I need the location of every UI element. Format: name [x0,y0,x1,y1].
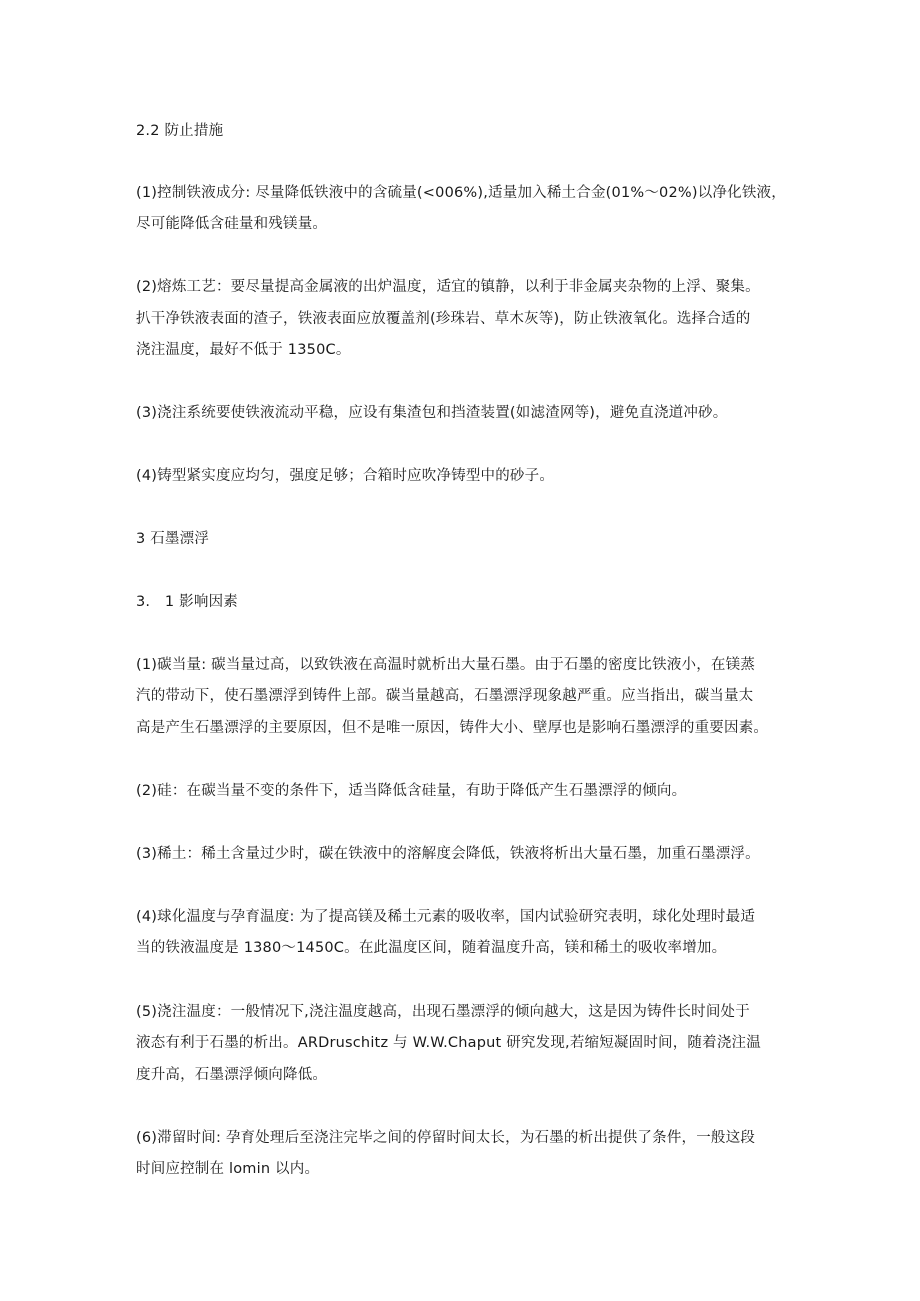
section-3-heading: 3 石墨漂浮 [136,531,210,547]
factor-4-line-1: (4)球化温度与孕育温度: 为了提高镁及稀土元素的吸收率，国内试验研究表明，球化处理时最适 [136,909,756,925]
measure-4-line-1: (4)铸型紧实度应均匀，强度足够；合箱时应吹净铸型中的砂子。 [136,468,555,484]
factor-5-line-1: (5)浇注温度：一般情况下,浇注温度越高，出现石墨漂浮的倾向越大，这是因为铸件长时间处于 [136,1004,750,1020]
factor-5-line-2: 液态有利于石墨的析出。ARDruschitz 与 W.W.Chaput 研究发现,若缩短凝固时间，随着浇注温 [136,1035,761,1051]
measure-2-line-3: 浇注温度，最好不低于 1350C。 [136,342,351,358]
measure-2-line-1: (2)熔炼工艺：要尽量提高金属液的出炉温度，适宜的镇静，以利于非金属夹杂物的上浮、聚集。 [136,279,760,295]
factor-3-line-1: (3)稀土：稀土含量过少时，碳在铁液中的溶解度会降低，铁液将析出大量石墨，加重石墨漂浮。 [136,846,760,862]
factor-2-line-1: (2)硅：在碳当量不变的条件下，适当降低含硅量，有助于降低产生石墨漂浮的倾向。 [136,783,687,799]
factor-1-line-1: (1)碳当量: 碳当量过高，以致铁液在高温时就析出大量石墨。由于石墨的密度比铁液小，在镁蒸 [136,657,756,673]
factor-1-line-3: 高是产生石墨漂浮的主要原因，但不是唯一原因，铸件大小、壁厚也是影响石墨漂浮的重要因素。 [136,720,769,736]
section-2-2-heading: 2.2 防止措施 [136,123,224,139]
factor-5-line-3: 度升高，石墨漂浮倾向降低。 [136,1067,328,1083]
measure-3-line-1: (3)浇注系统要使铁液流动平稳，应设有集渣包和挡渣装置(如滤渣网等)，避免直浇道冲砂。 [136,405,728,421]
measure-2-line-2: 扒干净铁液表面的渣子，铁液表面应放覆盖剂(珍珠岩、草木灰等)，防止铁液氧化。选择合适的 [136,311,751,327]
factor-1-line-2: 汽的带动下，使石墨漂浮到铸件上部。碳当量越高，石墨漂浮现象越严重。应当指出，碳当量太 [136,688,754,704]
factor-6-line-2: 时间应控制在 lomin 以内。 [136,1161,320,1177]
measure-1-line-2: 尽可能降低含硅量和残镁量。 [136,216,328,232]
measure-1-line-1: (1)控制铁液成分: 尽量降低铁液中的含硫量(<006%),适量加入稀土合金(01%～02%)以净化铁液， [136,185,786,201]
factor-6-line-1: (6)滞留时间: 孕育处理后至浇注完毕之间的停留时间太长，为石墨的析出提供了条件，一般这段 [136,1130,756,1146]
factor-4-line-2: 当的铁液温度是 1380～1450C。在此温度区间，随着温度升高，镁和稀土的吸收率增加。 [136,940,727,956]
section-3-1-heading: 3. 1 影响因素 [136,594,238,610]
